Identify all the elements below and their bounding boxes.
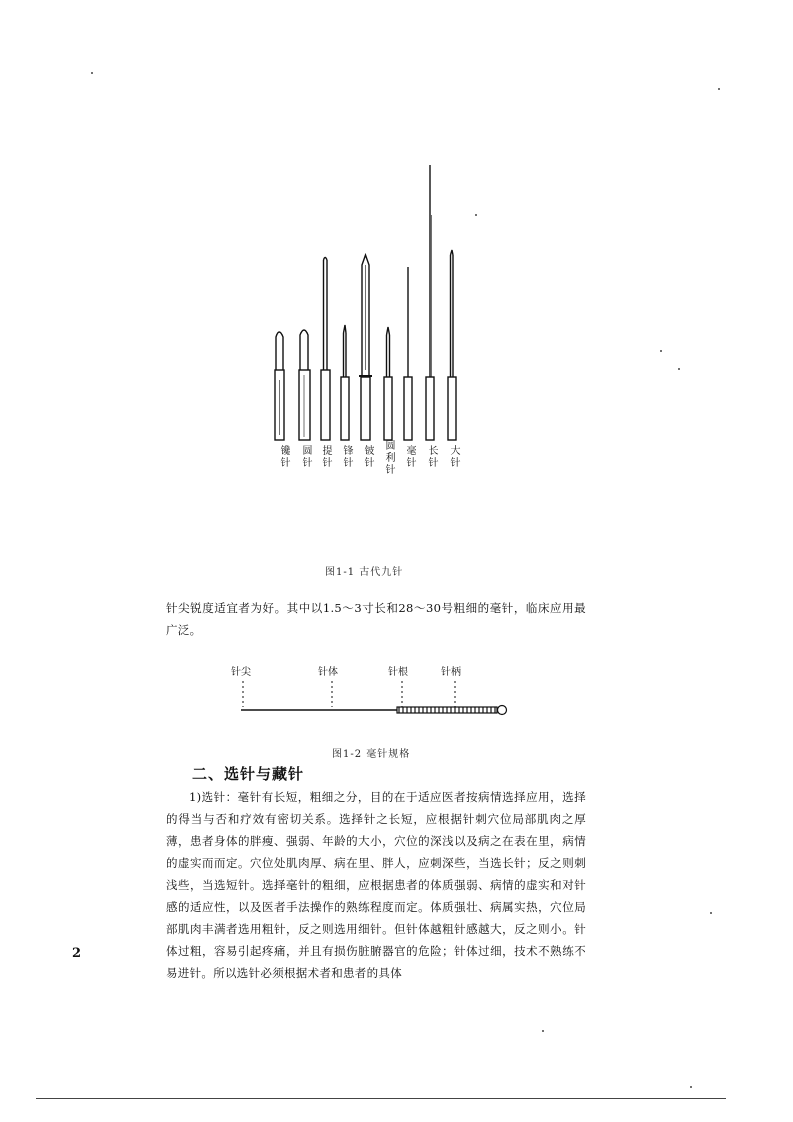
figure2-caption: 图1-2 毫针规格 xyxy=(332,749,411,760)
section-body: 1)选针：毫针有长短，粗细之分，目的在于适应医者按病情选择应用，选择的得当与否和疗效有密切关系。选择针之长短，应根据针刺穴位局部肌肉之厚薄，患者身体的胖瘦、强弱、年龄的大小，穴位的深浅以及病之在表在里，病情的虚实而而定。穴位处肌肉厚、病在里、胖人，应刺深些，当选长针；反之则刺浅些，当选短针。选择毫针的粗细，应根据患者的体质强弱、病情的虚实和对针感的适应性，以及医者手法操作的熟练程度而定。体质强壮、病属实热，穴位局部肌肉丰满者选用粗针，反之则选用细针。但针体越粗针感越大，反之则小。针体过粗，容易引起疼痛，并且有损伤脏腑器官的危险；针体过细，技术不熟练不易进针。所以选针必须根据术者和患者的具体 xyxy=(166,790,586,980)
part-label-handle: 针柄 xyxy=(441,667,461,678)
bottom-rule xyxy=(36,1098,726,1099)
scan-speck xyxy=(475,214,477,216)
part-label-root: 针根 xyxy=(388,667,408,678)
scan-speck xyxy=(660,350,662,352)
scan-speck xyxy=(91,72,93,74)
needle-label: 锋针 xyxy=(341,445,352,469)
scan-speck xyxy=(690,1086,692,1088)
needle-label: 圆利针 xyxy=(383,440,394,476)
needle-label: 提针 xyxy=(320,445,331,469)
part-label-body: 针体 xyxy=(318,667,338,678)
part-label-tip: 针尖 xyxy=(231,667,251,678)
scan-speck xyxy=(710,912,712,914)
needle-ti xyxy=(321,258,330,441)
scan-speck xyxy=(678,368,680,370)
needle-yuanli xyxy=(384,327,392,440)
needle-yuan xyxy=(299,330,310,440)
section-heading: 二、选针与藏针 xyxy=(192,765,305,783)
needle-label: 铍针 xyxy=(362,445,373,469)
filiform-needle-figure xyxy=(225,663,525,723)
needle-hao xyxy=(404,267,412,440)
needle-label: 圆针 xyxy=(300,445,311,469)
needle-da xyxy=(448,250,456,440)
needle-label: 镵针 xyxy=(278,445,289,469)
needle-feng xyxy=(341,325,349,440)
needle-label: 毫针 xyxy=(404,445,415,469)
needle-chang xyxy=(426,165,434,440)
needle-pi xyxy=(359,255,372,440)
figure1-caption: 图1-1 古代九针 xyxy=(325,567,404,578)
needle-label: 长针 xyxy=(426,445,437,469)
scan-speck xyxy=(718,88,720,90)
needle-chan xyxy=(275,332,284,440)
needle-label: 大针 xyxy=(448,445,459,469)
page-number: 2 xyxy=(72,946,82,961)
paragraph-continuation: 针尖锐度适宜者为好。其中以1.5～3寸长和28～30号粗细的毫针，临床应用最广泛。 xyxy=(166,601,586,637)
scan-speck xyxy=(542,1030,544,1032)
